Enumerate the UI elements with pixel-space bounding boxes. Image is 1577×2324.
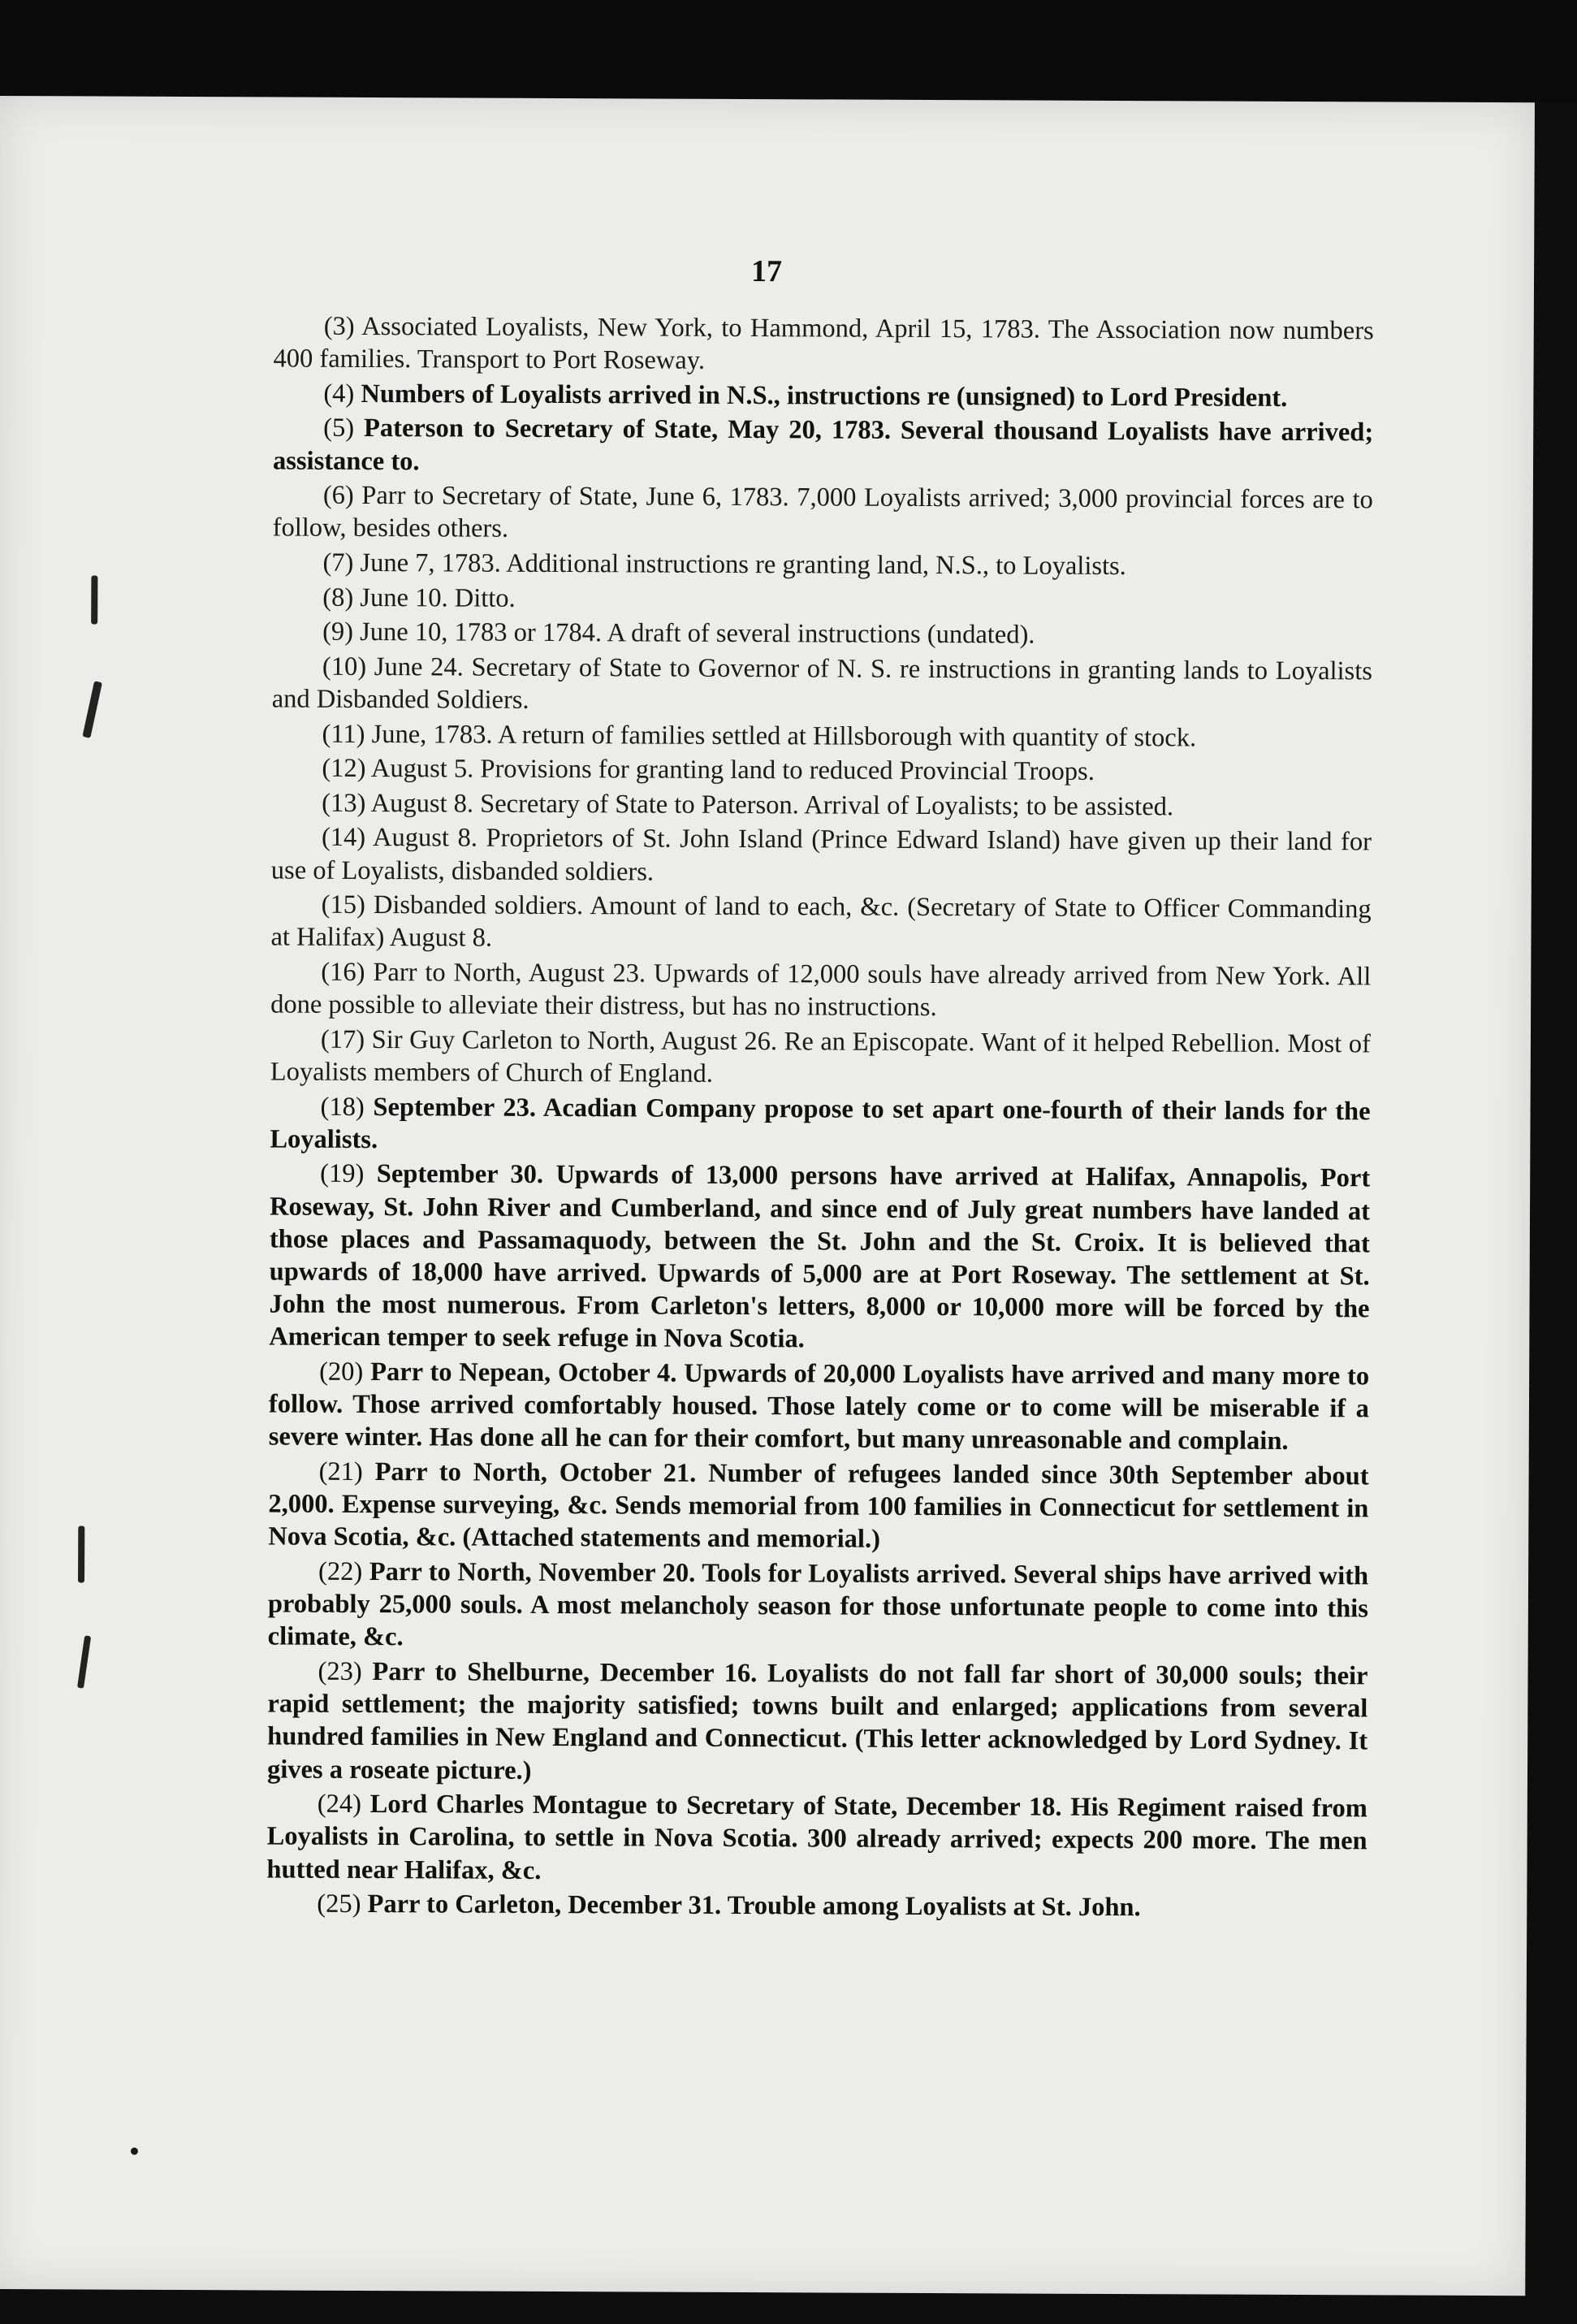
entry-text: June 24. Secretary of State to Governor of N. S. re instructions in granting lands to Loyalists and Disbanded Soldiers. (271, 651, 1373, 715)
entry-text: Paterson to Secretary of State, May 20, 1783. Several thousand Loyalists have arrived; assistance to. (272, 413, 1374, 476)
entry-number: (14) (321, 823, 366, 853)
entry-number: (10) (322, 651, 367, 682)
entry-number: (22) (318, 1556, 363, 1586)
entry-text: Parr to Shelburne, December 16. Loyalists do not fall far short of 30,000 souls; their rapid settlement; the majority satisfied; towns built and enlarged; applications from several hundred families in New England and Connecticut. (This letter acknowledged by Lord Sydney. It gives a roseate picture.) (266, 1656, 1368, 1785)
entry-text: Numbers of Loyalists arrived in N.S., instructions re (unsigned) to Lord President. (361, 379, 1288, 413)
entry-13 (271, 786, 1372, 824)
entry-20 (269, 1355, 1370, 1458)
entry-8 (272, 581, 1372, 618)
entry-text: August 5. Provisions for granting land to reduced Provincial Troops. (370, 754, 1095, 787)
entry-7 (272, 546, 1372, 583)
entry-text: September 30. Upwards of 13,000 persons have arrived at Halifax, Annapolis, Port Roseway, St. John River and Cumberland, and since end of July great numbers have landed at those places and Passamaquody, between the St. John and the St. Croix. It is believed that upwards of 18,000 have arrived. Upwards of 5,000 are at Port Roseway. The settlement at St. John the most numerous. From Carleton's letters, 8,000 or 10,000 more will be forced by the American temper to seek refuge in Nova Scotia. (269, 1159, 1371, 1354)
entry-text: June 10, 1783 or 1784. A draft of several instructions (undated). (360, 617, 1035, 650)
entry-17 (270, 1023, 1371, 1093)
ink-speck (131, 2148, 138, 2155)
entry-text: Parr to North, October 21. Number of refugees landed since 30th September about 2,000. Expense surveying, &c. Sends memorial from 100 families in Connecticut for settlement in Nova Scotia, &c. (Attached statements and memorial.) (268, 1456, 1369, 1555)
entry-number: (23) (318, 1656, 362, 1686)
entry-number: (21) (318, 1456, 363, 1487)
entry-21 (268, 1455, 1369, 1558)
entry-number: (18) (320, 1092, 365, 1122)
scan-background (0, 0, 1577, 102)
entry-number: (5) (323, 413, 355, 444)
entry-number: (11) (322, 719, 365, 749)
entry-number: (24) (317, 1789, 362, 1820)
entry-number: (16) (321, 957, 365, 987)
entry-number: (3) (323, 311, 355, 341)
entry-number: (17) (320, 1024, 365, 1054)
entry-10 (272, 650, 1372, 720)
entry-16 (270, 955, 1371, 1025)
entry-19 (269, 1158, 1370, 1358)
entry-4 (273, 377, 1373, 414)
page-number: 17 (750, 254, 783, 289)
entry-18 (270, 1090, 1370, 1160)
entry-number: (9) (322, 617, 354, 647)
entry-text: June 7, 1783. Additional instructions re granting land, N.S., to Loyalists. (360, 547, 1126, 582)
entry-number: (4) (323, 379, 355, 409)
entry-24 (266, 1788, 1367, 1891)
entry-text: Sir Guy Carleton to North, August 26. Re an Episcopate. Want of it helped Rebellion. Most of Loyalists members of Church of England. (270, 1024, 1372, 1088)
entry-text: Parr to Carleton, December 31. Trouble among Loyalists at St. John. (367, 1889, 1141, 1923)
binding-mark (91, 575, 97, 624)
entry-number: (12) (322, 753, 366, 784)
entry-text: Parr to Nepean, October 4. Upwards of 20,000 Loyalists have arrived and many more to follow. Those arrived comfortably housed. Those lately come or to come will be miserable if a severe winter. Has done all he can for their comfort, but many unreasonable and complain. (268, 1357, 1370, 1456)
entry-list (266, 309, 1374, 1927)
entry-text: June 10. Ditto. (360, 582, 516, 613)
entry-number: (15) (321, 889, 365, 920)
entry-text: Disbanded soldiers. Amount of land to each, &c. (Secretary of State to Officer Commanding at Halifax) August 8. (270, 890, 1372, 953)
entry-number: (8) (322, 582, 354, 612)
entry-number: (19) (320, 1159, 365, 1189)
entry-number: (7) (322, 547, 354, 578)
entry-text: Parr to North, August 23. Upwards of 12,000 souls have already arrived from New York. All done possible to alleviate their distress, but has no instructions. (270, 957, 1372, 1023)
entry-14 (271, 821, 1372, 891)
entry-text: August 8. Proprietors of St. John Island (Prince Edward Island) have given up their land for use of Loyalists, disbanded soldiers. (270, 823, 1372, 887)
entry-12 (271, 752, 1372, 790)
entry-text: September 23. Acadian Company propose to set apart one-fourth of their lands for the Loyalists. (270, 1092, 1371, 1154)
entry-text: Lord Charles Montague to Secretary of State, December 18. His Regiment raised from Loyalists in Carolina, to settle in Nova Scotia. 300 already arrived; expects 200 more. The men hutted near Halifax, &c. (266, 1790, 1367, 1885)
entry-text: Associated Loyalists, New York, to Hammond, April 15, 1783. The Association now numbers 400 families. Transport to Port Roseway. (273, 311, 1374, 375)
document-page (0, 96, 1535, 2296)
entry-25 (266, 1888, 1367, 1925)
binding-mark (78, 1526, 84, 1582)
entry-number: (25) (317, 1889, 361, 1919)
entry-text: Parr to Secretary of State, June 6, 1783. 7,000 Loyalists arrived; 3,000 provincial forces are to follow, besides others. (272, 481, 1373, 544)
entry-15 (270, 889, 1371, 959)
entry-3 (274, 309, 1374, 379)
entry-text: August 8. Secretary of State to Paterson. Arrival of Loyalists; to be assisted. (370, 788, 1174, 822)
binding-mark (82, 681, 102, 738)
entry-number: (6) (322, 480, 354, 511)
entry-number: (13) (322, 788, 366, 818)
entry-number: (20) (319, 1357, 364, 1387)
entry-text: Parr to North, November 20. Tools for Loyalists arrived. Several ships have arrived with probably 25,000 souls. A most melancholy season for those unfortunate people to come into this climate, &c. (267, 1556, 1369, 1652)
entry-22 (268, 1555, 1369, 1658)
entry-5 (273, 412, 1373, 482)
entry-6 (273, 479, 1373, 549)
entry-11 (271, 717, 1372, 755)
entry-9 (272, 616, 1372, 653)
entry-text: June, 1783. A return of families settled at Hillsborough with quantity of stock. (371, 719, 1197, 752)
entry-23 (267, 1655, 1368, 1790)
binding-mark (77, 1635, 91, 1688)
